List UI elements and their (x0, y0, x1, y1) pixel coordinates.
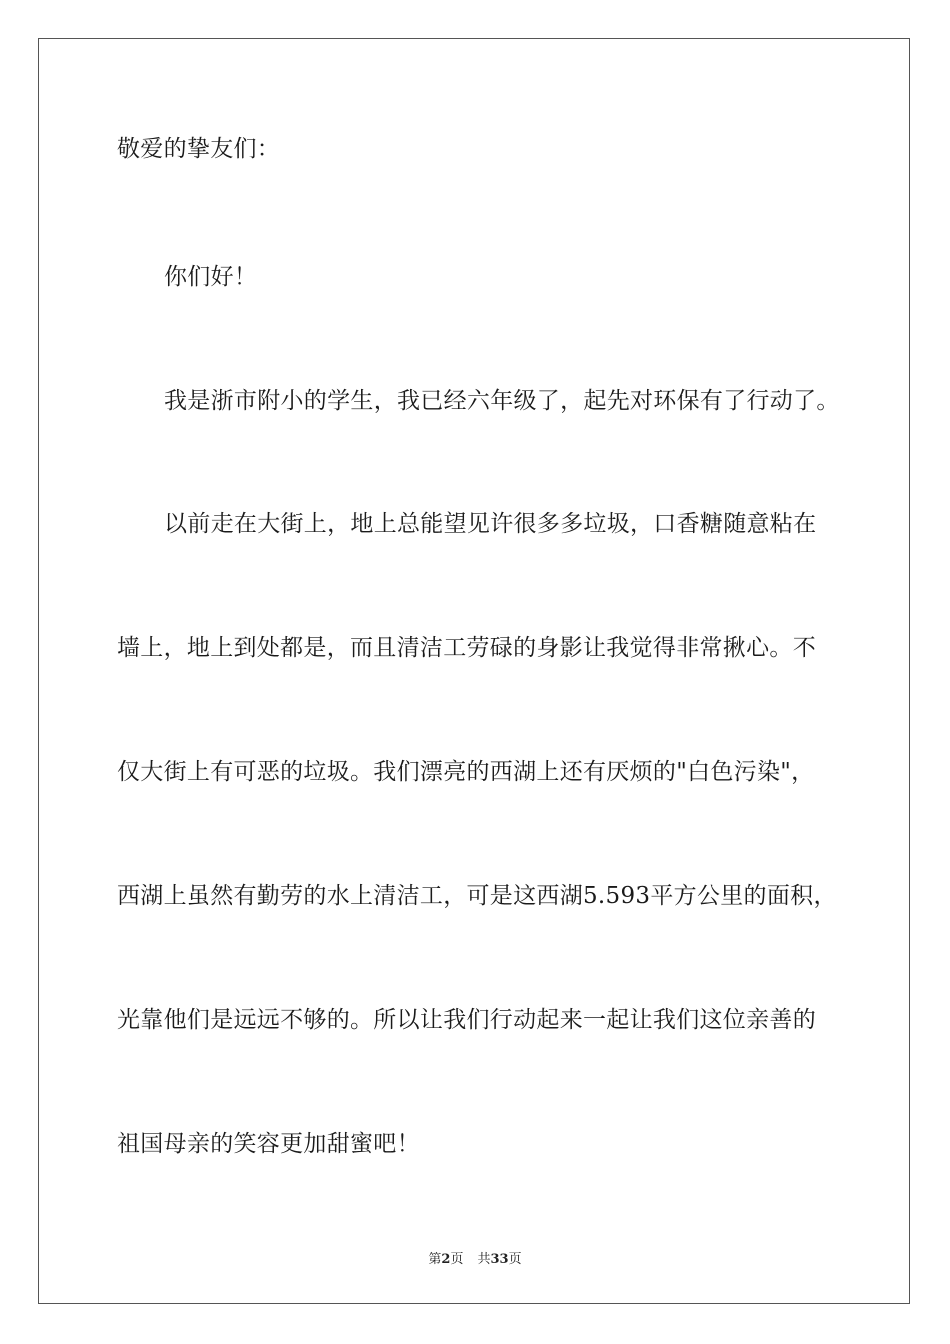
total-suffix: 页 (508, 1252, 522, 1267)
page-footer (0, 1248, 950, 1267)
paragraph-line: 西湖上虽然有勤劳的水上清洁工，可是这西湖5.593平方公里的面积， (117, 883, 837, 909)
paragraph-line: 光靠他们是远远不够的。所以让我们行动起来一起让我们这位亲善的 (117, 1007, 816, 1033)
page-total: 33 (490, 1252, 509, 1267)
page-frame (38, 38, 910, 1304)
page-prefix: 第 (428, 1252, 442, 1267)
paragraph-line: 我是浙市附小的学生，我已经六年级了，起先对环保有了行动了。 (164, 388, 840, 414)
salutation: 敬爱的挚友们： (117, 136, 281, 162)
paragraph-line: 祖国母亲的笑容更加甜蜜吧！ (117, 1131, 420, 1157)
greeting: 你们好！ (164, 264, 258, 290)
paragraph-line: 仅大街上有可恶的垃圾。我们漂亮的西湖上还有厌烦的"白色污染"， (117, 759, 815, 785)
paragraph-line: 墙上，地上到处都是，而且清洁工劳碌的身影让我觉得非常揪心。不 (117, 635, 816, 661)
total-prefix: 共 (477, 1252, 491, 1267)
page-current: 2 (441, 1252, 451, 1267)
paragraph-line: 以前走在大街上，地上总能望见许很多多垃圾，口香糖随意粘在 (164, 511, 817, 537)
page-suffix: 页 (450, 1252, 464, 1267)
